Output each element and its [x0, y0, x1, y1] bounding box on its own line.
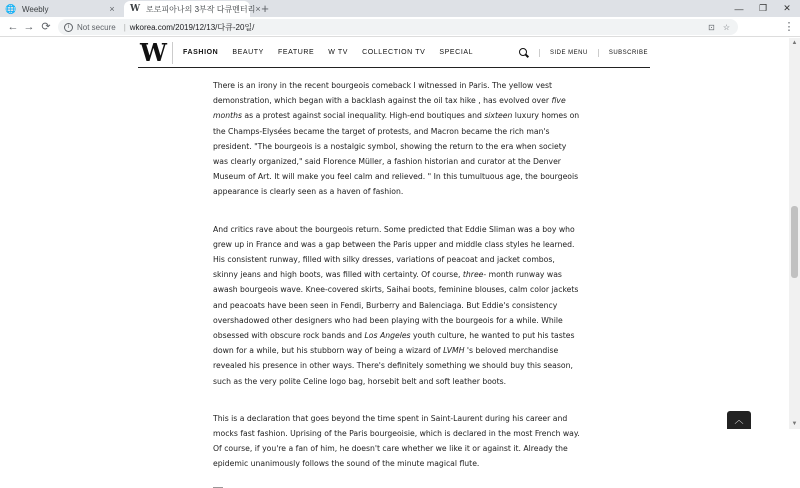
globe-icon: 🌐: [5, 3, 17, 14]
close-tab-icon[interactable]: ×: [255, 4, 261, 14]
browser-menu-icon[interactable]: ⋮: [783, 21, 795, 33]
nav-beauty[interactable]: BEAUTY: [232, 49, 264, 56]
tab-weebly[interactable]: [0, 1, 123, 17]
tab-title: 로로피아나의 3부작 다큐멘터리: [146, 4, 256, 14]
info-icon[interactable]: i: [64, 23, 73, 32]
search-icon[interactable]: [519, 48, 529, 58]
profile-avatar[interactable]: M: [768, 23, 775, 30]
nav-fashion[interactable]: FASHION: [183, 49, 219, 56]
site-nav: [183, 49, 473, 56]
back-button[interactable]: ←: [7, 21, 19, 33]
subscribe-link[interactable]: SUBSCRIBE: [608, 49, 648, 56]
w-logo-icon: W: [129, 4, 141, 14]
nav-feature[interactable]: FEATURE: [277, 49, 315, 56]
scroll-up-arrow-icon[interactable]: ▲: [791, 40, 798, 46]
address-bar[interactable]: i Not secure | wkorea.com/2019/12/13/다큐-20일/ ⊡ ☆: [58, 19, 738, 35]
security-label: Not secure: [77, 22, 116, 32]
minimize-button[interactable]: —: [734, 3, 744, 14]
window-close-button[interactable]: ✕: [783, 3, 791, 13]
site-header: [138, 38, 650, 68]
extension-g-icon[interactable]: G: [744, 23, 751, 30]
scroll-thumb[interactable]: [791, 206, 798, 278]
tab-wkorea[interactable]: [124, 1, 261, 17]
header-actions: [519, 48, 650, 58]
article-paragraph-1: There is an irony in the recent bourgeois comeback I witnessed in Paris. The yellow vest demonstration, which began with a backlash against the oil tax hike , has evolved over five months as a protest against social inequality. High-end boutiques and sixteen luxury homes on the Champs-Elysées became the target of protests, and Macron became the rich man's president. "The bourgeois is a nostalgic symbol, showing the return to the era when society was clearly organized," said Florence Müller, a fashion historian and curator at the Denver Museum of Art. It will make you feel calm and relieved. " In this tumultuous age, the bourgeois appearance is clearly seen as a haven of fashion.: [213, 81, 580, 197]
site-logo[interactable]: W: [140, 37, 167, 67]
article-paragraph-2: And critics rave about the bourgeois return. Some predicted that Eddie Sliman was a boy who grew up in France and was a gap between the Paris upper and middle class styles he learned. His consistent runway, filled with silky dresses, variations of peacoat and jacket combos, skinny jeans and high boots, was filled with certainty. Of course, three- month runway was awash bourgeois wave. Knee-covered skirts, Saihai boots, feminine blouses, calm color jackets and peacoats have been seen in Fendi, Burberry and Balenciaga. But Eddie's consistency overshadowed other designers who had been playing with the bourgeois for a while. While obsessed with obscure rock bands and Los Angeles youth culture, he wanted to put his tastes down for a while, but his stubborn way of being a wizard of LVMH 's beloved merchandise revealed his presence in other ways. There's definitely something we should buy this season, such as the very polite Celine logo bag, horsebit belt and soft leather boots.: [213, 224, 579, 386]
maximize-button[interactable]: ❐: [758, 3, 768, 13]
logo-divider: [172, 42, 173, 64]
nav-special[interactable]: SPECIAL: [439, 49, 474, 56]
page-scrollbar[interactable]: [789, 38, 800, 429]
nav-w-tv[interactable]: W TV: [328, 49, 349, 56]
nav-collection-tv[interactable]: COLLECTION TV: [362, 49, 426, 56]
url-text[interactable]: wkorea.com/2019/12/13/다큐-20일/: [129, 22, 255, 32]
article-body: [213, 78, 581, 488]
side-menu-link[interactable]: SIDE MENU: [549, 49, 588, 56]
reload-button[interactable]: ⟳: [41, 21, 51, 33]
back-to-top-button[interactable]: ︿: [727, 411, 751, 429]
article-paragraph-3: This is a declaration that goes beyond the time spent in Saint-Laurent during his career and mocks fast fashion. Uprising of the Paris bourgeoisie, which is declared in the most French way. Of course, if you're a fan of him, he doesn't care whether we like it or against it. Already the epidemic unanimously follows the sound of the minute magical flute.: [213, 413, 580, 469]
tab-title: Weebly: [22, 4, 49, 14]
close-tab-icon[interactable]: ×: [109, 4, 115, 14]
browser-toolbar: [0, 17, 800, 37]
bookmark-star-icon[interactable]: ☆: [722, 22, 730, 32]
scroll-down-arrow-icon[interactable]: ▼: [791, 421, 798, 427]
translate-icon[interactable]: ⊡: [708, 22, 715, 32]
forward-button[interactable]: →: [23, 21, 35, 33]
tab-strip: [0, 0, 800, 17]
new-tab-button[interactable]: +: [261, 1, 269, 16]
